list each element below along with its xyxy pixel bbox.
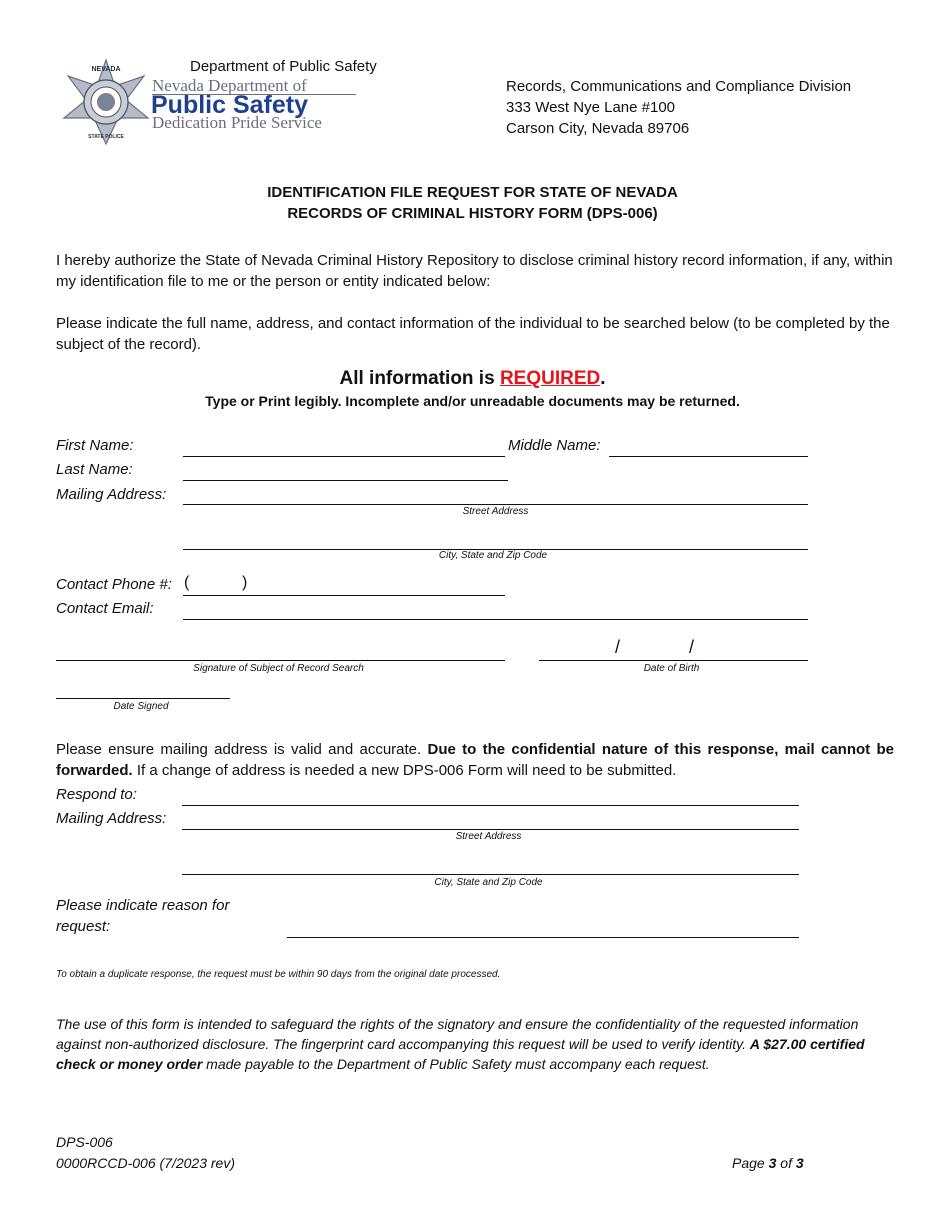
- required-suffix: .: [600, 368, 606, 389]
- page-total: 3: [795, 1155, 804, 1171]
- mailing-warning-start: Please ensure mailing address is valid and accurate.: [56, 741, 428, 758]
- reason-label-line1: Please indicate reason for: [56, 897, 230, 914]
- reason-label-line2: request:: [56, 918, 111, 935]
- logo-line2: Public Safety: [151, 91, 308, 119]
- phone-open-paren: (: [184, 574, 190, 591]
- date-of-birth-caption: Date of Birth: [643, 663, 700, 674]
- respond-mailing-address-label: Mailing Address:: [56, 810, 167, 827]
- division-address-1: 333 West Nye Lane #100: [506, 99, 676, 116]
- dob-slash-1: /: [615, 637, 621, 657]
- middle-name-field[interactable]: [609, 456, 808, 457]
- page-number: 3: [768, 1155, 777, 1171]
- reason-field[interactable]: [287, 937, 799, 938]
- dept-top-label: Department of Public Safety: [190, 58, 377, 75]
- footer-revision-code: 0000RCCD-006 (7/2023 rev): [56, 1155, 235, 1171]
- contact-phone-field[interactable]: [183, 595, 505, 596]
- contact-phone-label: Contact Phone #:: [56, 576, 172, 593]
- first-name-field[interactable]: [183, 456, 505, 457]
- required-word: REQUIRED: [499, 368, 601, 389]
- footer-page-indicator: [732, 1155, 804, 1171]
- legibility-note: Type or Print legibly. Incomplete and/or unreadable documents may be returned.: [205, 393, 740, 409]
- signature-caption: Signature of Subject of Record Search: [193, 663, 364, 674]
- usage-text-1: The use of this form is intended to safeguard the rights of the signatory and ensure the confidentiality of the requested information against non-authorized disclosure. The fingerprint card accompanying this request will be used to verify identity.: [56, 1016, 859, 1052]
- badge-top-text: NEVADA: [91, 66, 121, 73]
- respond-street-address-caption: Street Address: [455, 831, 522, 842]
- footer-form-number: DPS-006: [56, 1134, 113, 1150]
- authorization-paragraph: I hereby authorize the State of Nevada Criminal History Repository to disclose criminal history record information, if any, within my identification file to me or the person or entity indicated below:: [56, 252, 893, 290]
- mailing-address-label: Mailing Address:: [56, 486, 167, 503]
- dob-slash-2: /: [689, 637, 695, 657]
- division-name: Records, Communications and Compliance Division: [506, 78, 852, 95]
- usage-text-2: made payable to the Department of Public Safety must accompany each request.: [202, 1056, 710, 1072]
- mailing-warning-paragraph: [56, 739, 894, 781]
- street-address-field[interactable]: [183, 504, 808, 505]
- mailing-warning-bold: Due to the confidential nature of this response, mail cannot be forwarded.: [56, 741, 894, 779]
- logo-line3: Dedication Pride Service: [152, 113, 322, 132]
- respond-city-state-zip-field[interactable]: [182, 874, 799, 875]
- middle-name-label: Middle Name:: [508, 437, 601, 454]
- street-address-caption: Street Address: [462, 506, 529, 517]
- required-prefix: All information is: [339, 368, 500, 389]
- city-state-zip-caption: City, State and Zip Code: [438, 550, 548, 561]
- signature-field[interactable]: [56, 660, 505, 661]
- last-name-label: Last Name:: [56, 461, 133, 478]
- nevada-state-police-badge-logo: [60, 58, 152, 146]
- instruction-paragraph: Please indicate the full name, address, and contact information of the individual to be searched below (to be completed by the subject of the record).: [56, 315, 890, 353]
- badge-bottom-text: STATE POLICE: [88, 134, 124, 140]
- logo-line1: Nevada Department of: [152, 76, 307, 95]
- contact-email-field[interactable]: [183, 619, 808, 620]
- respond-city-state-zip-caption: City, State and Zip Code: [434, 877, 543, 888]
- date-of-birth-field[interactable]: [539, 660, 808, 661]
- first-name-label: First Name:: [56, 437, 134, 454]
- page-prefix: Page: [732, 1155, 769, 1171]
- phone-close-paren: ): [242, 574, 248, 591]
- division-address-2: Carson City, Nevada 89706: [506, 120, 690, 137]
- respond-street-address-field[interactable]: [182, 829, 799, 830]
- last-name-field[interactable]: [183, 480, 508, 481]
- page-of: of: [776, 1155, 796, 1171]
- contact-email-label: Contact Email:: [56, 600, 154, 617]
- required-heading: [0, 368, 945, 390]
- mailing-warning-end: If a change of address is needed a new DPS-006 Form will need to be submitted.: [132, 762, 677, 779]
- duplicate-response-note: To obtain a duplicate response, the request must be within 90 days from the original date processed.: [56, 969, 501, 980]
- form-title-line2: RECORDS OF CRIMINAL HISTORY FORM (DPS-006): [287, 205, 658, 222]
- usage-fee-bold: A $27.00 certified check or money order: [56, 1036, 865, 1072]
- respond-to-label: Respond to:: [56, 786, 137, 803]
- date-signed-field[interactable]: [56, 698, 230, 699]
- respond-to-field[interactable]: [182, 805, 799, 806]
- date-signed-caption: Date Signed: [113, 701, 169, 712]
- usage-paragraph: [56, 1014, 894, 1074]
- form-title-line1: IDENTIFICATION FILE REQUEST FOR STATE OF NEVADA: [267, 184, 678, 201]
